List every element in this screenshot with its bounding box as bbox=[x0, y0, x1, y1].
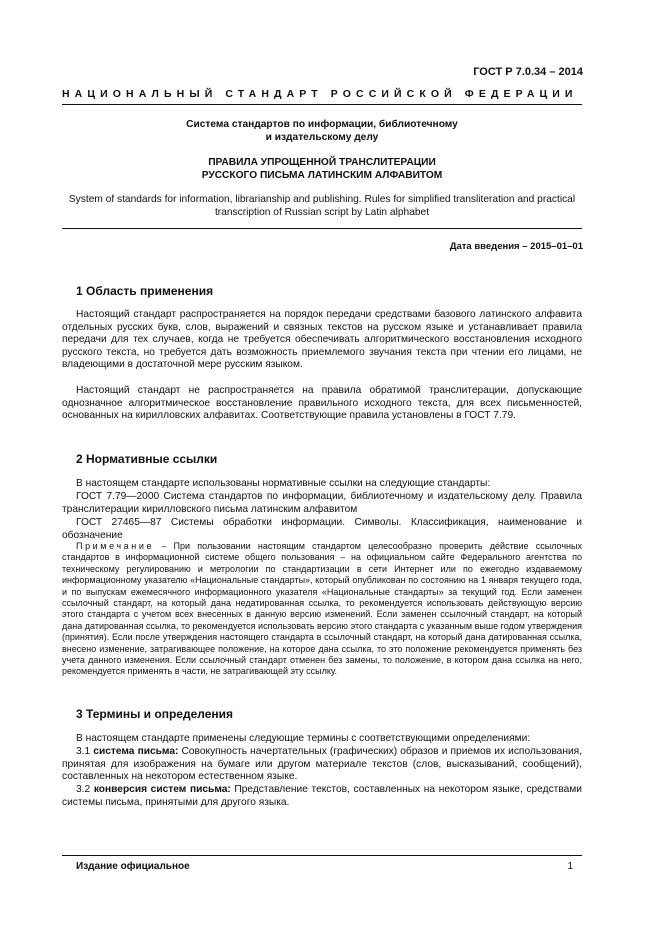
section-2-note bbox=[62, 541, 582, 678]
section-3-paragraph-1: В настоящем стандарте применены следующие термины с соответствующими определениями: bbox=[76, 733, 531, 744]
official-edition-label: Издание официальное bbox=[76, 861, 190, 872]
term-3-2 bbox=[62, 784, 582, 809]
header-rule bbox=[62, 104, 582, 105]
term-3-2-definition: Представление текстов, составленных на некотором языке, средствами системы письма, принятыми для другого языка. bbox=[62, 784, 582, 808]
note-text: – При пользовании настоящим стандартом целесообразно проверить действие ссылочных стандартов в информационной системе общего пользования – на официальном сайте Федерального агентства по техническому регулированию и метрологии по стандартизации в сети Интернет или по ежегодно издаваемому информационному указателю «Национальные стандарты», который опубликован по состоянию на 1 января текущего года, и по выпускам ежемесячного информационного указателя «Национальные стандарты» за текущий год. Если заменен ссылочный стандарт, на который дана недатированная ссылка, то рекомендуется использовать действующую версию этого стандарта с учетом всех внесенных в данную версию изменений. Если заменен ссылочный стандарт, на который дана датированная ссылка, то рекомендуется использовать версию этого стандарта с указанным выше годом утверждения (принятия). Если после утверждения настоящего стандарта в ссылочный стандарт, на который дана датированная ссылка, внесено изменение, затрагивающее положение, на которое дана ссылка, то это положение рекомендуется применять без учета данного изменения. Если ссылочный стандарт отменен без замены, то положение, в котором дана ссылка на него, рекомендуется применять в части, не затрагивающей эту ссылку. bbox=[62, 541, 582, 677]
series-line-2: и издательскому делу bbox=[265, 132, 379, 143]
section-3-heading: 3 Термины и определения bbox=[76, 707, 234, 721]
term-3-1-name: система письма: bbox=[93, 746, 179, 757]
document-title-ru bbox=[62, 156, 582, 182]
term-3-1 bbox=[62, 746, 582, 784]
national-standard-banner: НАЦИОНАЛЬНЫЙ СТАНДАРТ РОССИЙСКОЙ ФЕДЕРАЦИИ bbox=[62, 88, 578, 100]
note-label: Примечание bbox=[76, 541, 155, 551]
section-2-reference-1: ГОСТ 7.79—2000 Система стандартов по информации, библиотечному и издательскому делу. Правила транслитерации кирилловского письма латинским алфавитом bbox=[62, 491, 582, 515]
title-en-line-1: System of standards for information, librarianship and publishing. Rules for simplified transliteration and practical bbox=[68, 194, 576, 205]
term-3-1-number: 3.1 bbox=[76, 746, 94, 757]
title-rule bbox=[62, 228, 582, 229]
section-1-paragraph-1: Настоящий стандарт распространяется на порядок передачи средствами базового латинского алфавита отдельных русских букв, слов, выражений и связных текстов на русском языке и устанавливает правила передачи для тех случаев, когда не требуется обеспечивать алгоритмического восстановления исходного русского текста, но требуется дать возможность приемлемого звучания текста при чтении его лицами, не владеющими в достаточной мере русским языком. bbox=[62, 309, 582, 370]
section-1-paragraph-2: Настоящий стандарт не распространяется на правила обратимой транслитерации, допускающие однозначное алгоритмическое восстановление правильного исходного текста, для всех письменностей, основанных на кирилловских алфавитах. Соответствующие правила установлены в ГОСТ 7.79. bbox=[62, 385, 582, 421]
title-ru-line-2: РУССКОГО ПИСЬМА ЛАТИНСКИМ АЛФАВИТОМ bbox=[201, 170, 443, 181]
section-2-heading: 2 Нормативные ссылки bbox=[76, 452, 218, 466]
title-ru-line-1: ПРАВИЛА УПРОЩЕННОЙ ТРАНСЛИТЕРАЦИИ bbox=[208, 157, 436, 168]
footer-rule bbox=[62, 855, 582, 856]
section-2-reference-2: ГОСТ 27465—87 Системы обработки информации. Символы. Классификация, наименование и обозначение bbox=[62, 517, 582, 541]
document-title-en bbox=[62, 193, 582, 219]
introduction-date: Дата введения – 2015–01–01 bbox=[449, 241, 583, 252]
standard-series bbox=[62, 118, 582, 144]
series-line-1: Система стандартов по информации, библиотечному bbox=[186, 119, 458, 130]
page-number: 1 bbox=[567, 861, 573, 872]
term-3-1-definition: Совокупность начертательных (графических) образов и приемов их использования, принятая для изображения на бумаге или другом материале текстов (слов, высказываний, сообщений), составленных на некотором естественном языке. bbox=[62, 746, 582, 782]
section-1-heading: 1 Область применения bbox=[76, 284, 214, 298]
document-number: ГОСТ Р 7.0.34 – 2014 bbox=[473, 66, 583, 78]
term-3-2-name: конверсия систем письма: bbox=[93, 784, 231, 795]
title-en-line-2: transcription of Russian script by Latin alphabet bbox=[214, 207, 430, 218]
term-3-2-number: 3.2 bbox=[76, 784, 94, 795]
section-2-paragraph-1: В настоящем стандарте использованы нормативные ссылки на следующие стандарты: bbox=[76, 478, 491, 489]
